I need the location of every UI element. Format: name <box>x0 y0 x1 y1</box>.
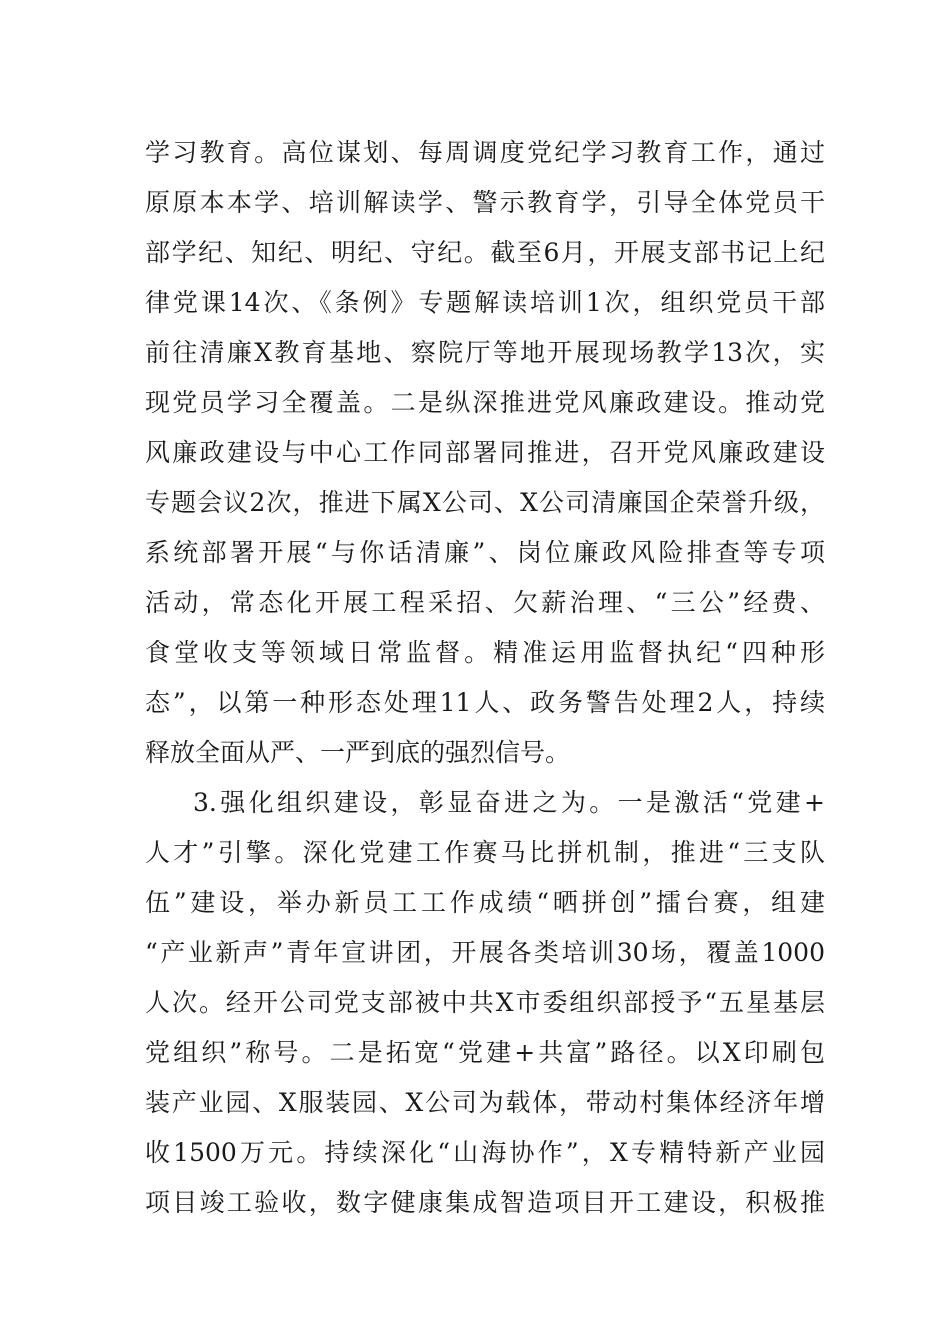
text-line: 系统部署开展“与你话清廉”、岗位廉政风险排查等专项 <box>145 538 825 567</box>
text-line: “产业新声”青年宣讲团，开展各类培训30场，覆盖1000 <box>145 938 825 967</box>
paragraph-end-line: 释放全面从严、一严到底的强烈信号。 <box>145 738 571 767</box>
paragraph-first-line: 3.强化组织建设，彰显奋进之为。一是激活“党建+ <box>193 788 825 817</box>
text-line: 部学纪、知纪、明纪、守纪。截至6月，开展支部书记上纪 <box>145 238 825 267</box>
text-line: 装产业园、X服装园、X公司为载体，带动村集体经济年增 <box>145 1088 825 1117</box>
text-line: 律党课14次、《条例》专题解读培训1次，组织党员干部 <box>145 288 825 317</box>
text-line: 现党员学习全覆盖。二是纵深推进党风廉政建设。推动党 <box>145 388 825 417</box>
text-line: 前往清廉X教育基地、察院厅等地开展现场教学13次，实 <box>145 338 825 367</box>
text-line: 党组织”称号。二是拓宽“党建+共富”路径。以X印刷包 <box>145 1038 825 1067</box>
text-line: 专题会议2次，推进下属X公司、X公司清廉国企荣誉升级， <box>145 488 825 517</box>
text-line: 原原本本学、培训解读学、警示教育学，引导全体党员干 <box>145 188 825 217</box>
text-line: 人次。经开公司党支部被中共X市委组织部授予“五星基层 <box>145 988 825 1017</box>
text-line: 学习教育。高位谋划、每周调度党纪学习教育工作，通过 <box>145 138 825 167</box>
text-line: 风廉政建设与中心工作同部署同推进，召开党风廉政建设 <box>145 438 825 467</box>
text-line: 态”，以第一种形态处理11人、政务警告处理2人，持续 <box>145 688 825 717</box>
text-line: 伍”建设，举办新员工工作成绩“晒拼创”擂台赛，组建 <box>145 888 825 917</box>
text-line: 人才”引擎。深化党建工作赛马比拼机制，推进“三支队 <box>145 838 825 867</box>
text-line: 活动，常态化开展工程采招、欠薪治理、“三公”经费、 <box>145 588 825 617</box>
text-line: 食堂收支等领域日常监督。精准运用监督执纪“四种形 <box>145 638 825 667</box>
text-line: 收1500万元。持续深化“山海协作”，X专精特新产业园 <box>145 1138 825 1167</box>
text-line: 项目竣工验收，数字健康集成智造项目开工建设，积极推 <box>145 1188 825 1217</box>
